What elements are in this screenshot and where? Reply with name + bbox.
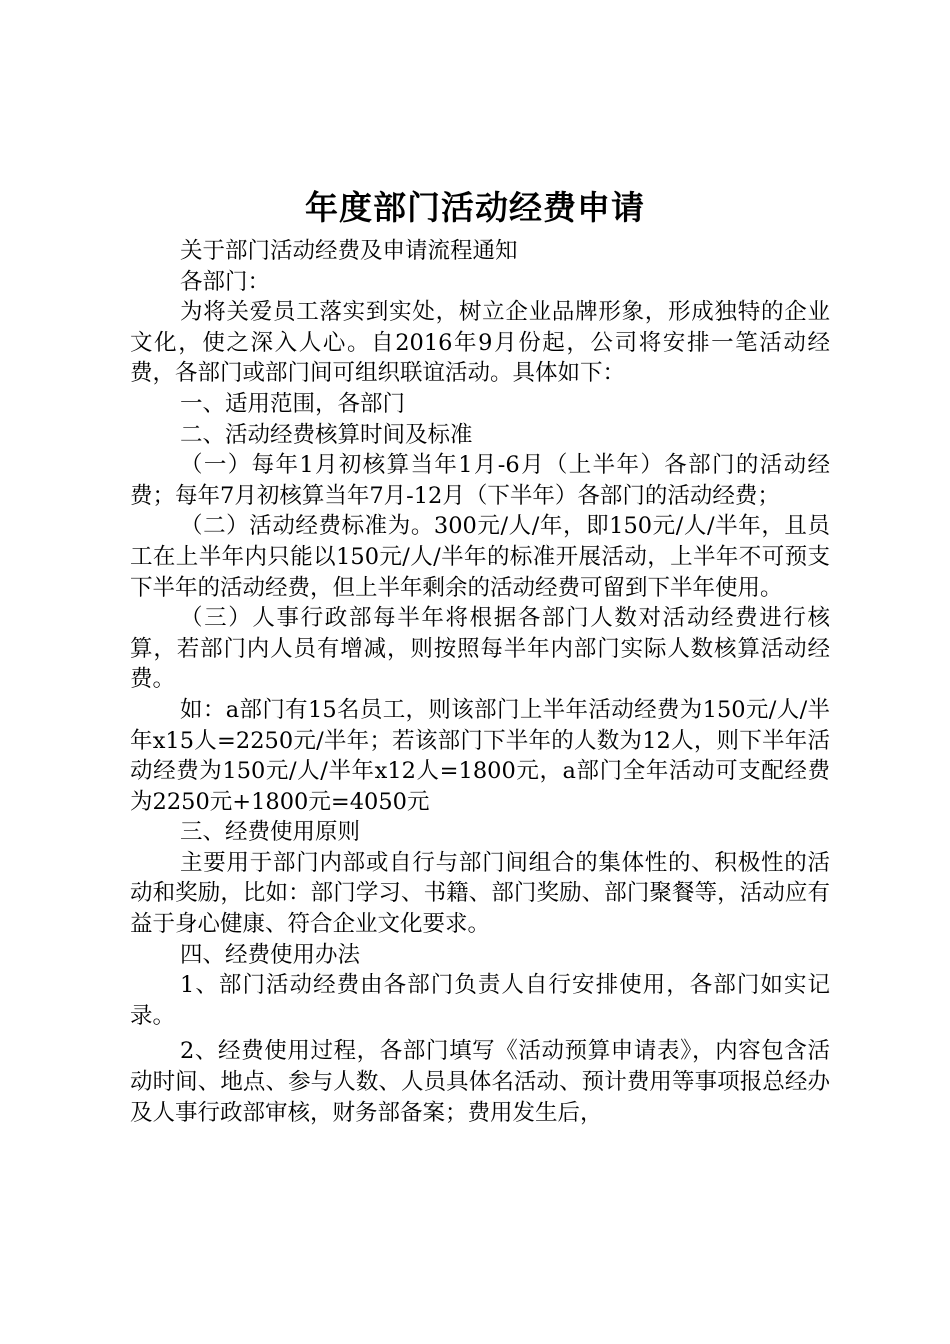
paragraph-principle: 主要用于部门内部或自行与部门间组合的集体性的、积极性的活动和奖励，比如：部门学习、书籍、部门奖励、部门聚餐等，活动应有益于身心健康、符合企业文化要求。 xyxy=(130,849,830,938)
paragraph-item-2: （二）活动经费标准为。300元/人/年，即150元/人/半年，且员工在上半年内只能以150元/人/半年的标准开展活动，上半年不可预支下半年的活动经费，但上半年剩余的活动经费可留到下半年使用。 xyxy=(130,513,830,601)
paragraph-item-3: （三）人事行政部每半年将根据各部门人数对活动经费进行核算，若部门内人员有增减，则按照每半年内部门实际人数核算活动经费。 xyxy=(130,605,830,693)
section-heading-principle: 三、经费使用原则 xyxy=(180,819,361,846)
document-title: 年度部门活动经费申请 xyxy=(305,188,645,227)
paragraph-salutation: 各部门： xyxy=(180,268,271,295)
paragraph-notice-title: 关于部门活动经费及申请流程通知 xyxy=(180,238,518,264)
section-heading-standard: 二、活动经费核算时间及标准 xyxy=(180,421,473,448)
section-heading-scope: 一、适用范围，各部门 xyxy=(180,390,406,417)
paragraph-item-1: （一）每年1月初核算当年1月-6月（上半年）各部门的活动经费；每年7月初核算当年7月-12月（下半年）各部门的活动经费； xyxy=(130,452,830,509)
document-body xyxy=(130,236,830,1128)
paragraph-example: 如：a部门有15名员工，则该部门上半年活动经费为150元/人/半年x15人=2250元/半年；若该部门下半年的人数为12人，则下半年活动经费为150元/人/半年x12人=1800元，a部门全年活动可支配经费为2250元+1800元=4050元 xyxy=(130,696,830,815)
paragraph-intro: 为将关爱员工落实到实处，树立企业品牌形象，形成独特的企业文化，使之深入人心。自2016年9月份起，公司将安排一笔活动经费，各部门或部门间可组织联谊活动。具体如下： xyxy=(130,299,830,387)
paragraph-method-1: 1、部门活动经费由各部门负责人自行安排使用，各部门如实记录。 xyxy=(130,972,830,1029)
paragraph-method-2: 2、经费使用过程，各部门填写《活动预算申请表》，内容包含活动时间、地点、参与人数、人员具体名活动、预计费用等事项报总经办及人事行政部审核，财务部备案；费用发生后， xyxy=(130,1038,830,1126)
section-heading-method: 四、经费使用办法 xyxy=(180,941,361,968)
